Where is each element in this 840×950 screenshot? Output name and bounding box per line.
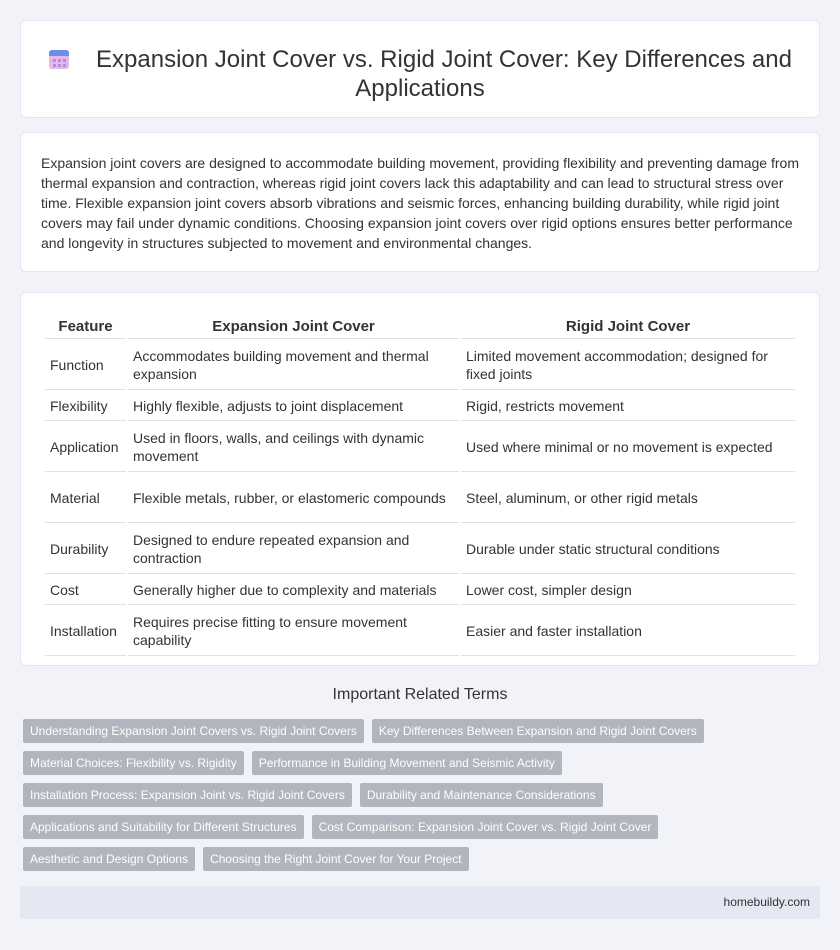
related-term-tag[interactable]: Understanding Expansion Joint Covers vs. Rigid Joint Covers xyxy=(23,719,364,743)
row-rigid-cell: Used where minimal or no movement is expected xyxy=(461,423,795,472)
row-feature-cell: Material xyxy=(45,474,126,523)
row-rigid-cell: Easier and faster installation xyxy=(461,607,795,656)
page-title: Expansion Joint Cover vs. Rigid Joint Cover: Key Differences and Applications xyxy=(96,46,792,102)
row-expansion-cell: Used in floors, walls, and ceilings with dynamic movement xyxy=(128,423,459,472)
related-term-tag[interactable]: Performance in Building Movement and Seismic Activity xyxy=(252,751,562,775)
row-expansion-cell: Designed to endure repeated expansion and contraction xyxy=(128,525,459,574)
table-row xyxy=(45,525,795,574)
row-feature-cell: Durability xyxy=(45,525,126,574)
table-header-row xyxy=(45,315,795,339)
related-terms-heading: Important Related Terms xyxy=(332,686,508,703)
related-term-tag[interactable]: Key Differences Between Expansion and Rigid Joint Covers xyxy=(372,719,704,743)
row-expansion-cell: Accommodates building movement and thermal expansion xyxy=(128,341,459,390)
row-expansion-cell: Generally higher due to complexity and materials xyxy=(128,576,459,605)
table-row xyxy=(45,576,795,605)
comparison-table xyxy=(43,313,797,658)
footer-site-link[interactable]: homebuildy.com xyxy=(723,895,810,909)
table-row xyxy=(45,392,795,421)
row-rigid-cell: Durable under static structural conditions xyxy=(461,525,795,574)
related-term-tag[interactable]: Installation Process: Expansion Joint vs. Rigid Joint Covers xyxy=(23,783,352,807)
table-row xyxy=(45,423,795,472)
calendar-icon xyxy=(48,48,70,70)
related-term-tag[interactable]: Cost Comparison: Expansion Joint Cover vs. Rigid Joint Cover xyxy=(312,815,659,839)
row-feature-cell: Application xyxy=(45,423,126,472)
header-expansion: Expansion Joint Cover xyxy=(128,315,459,339)
row-rigid-cell: Lower cost, simpler design xyxy=(461,576,795,605)
table-row xyxy=(45,607,795,656)
row-feature-cell: Installation xyxy=(45,607,126,656)
related-term-tag[interactable]: Applications and Suitability for Different Structures xyxy=(23,815,304,839)
related-terms-list xyxy=(23,719,823,871)
row-rigid-cell: Rigid, restricts movement xyxy=(461,392,795,421)
related-term-tag[interactable]: Durability and Maintenance Considerations xyxy=(360,783,603,807)
row-rigid-cell: Limited movement accommodation; designed for fixed joints xyxy=(461,341,795,390)
row-feature-cell: Function xyxy=(45,341,126,390)
row-feature-cell: Flexibility xyxy=(45,392,126,421)
table-row xyxy=(45,474,795,523)
row-rigid-cell: Steel, aluminum, or other rigid metals xyxy=(461,474,795,523)
row-expansion-cell: Flexible metals, rubber, or elastomeric compounds xyxy=(128,474,459,523)
related-term-tag[interactable]: Aesthetic and Design Options xyxy=(23,847,195,871)
related-term-tag[interactable]: Choosing the Right Joint Cover for Your Project xyxy=(203,847,468,871)
title-card xyxy=(20,20,820,118)
intro-card xyxy=(20,132,820,272)
comparison-table-card xyxy=(20,292,820,666)
header-feature: Feature xyxy=(45,315,126,339)
intro-paragraph: Expansion joint covers are designed to accommodate building movement, providing flexibility and preventing damage from thermal expansion and contraction, whereas rigid joint covers lack this adaptability and can lead to structural stress over time. Flexible expansion joint covers absorb vibrations and seismic forces, enhancing building durability, while rigid joint covers may fail under dynamic conditions. Choosing expansion joint covers over rigid options ensures better performance and longevity in structures subjected to movement and environmental changes. xyxy=(41,155,799,251)
footer xyxy=(20,886,820,919)
row-feature-cell: Cost xyxy=(45,576,126,605)
page-title-wrap xyxy=(21,45,819,103)
table-row xyxy=(45,341,795,390)
header-rigid: Rigid Joint Cover xyxy=(461,315,795,339)
row-expansion-cell: Requires precise fitting to ensure movement capability xyxy=(128,607,459,656)
related-term-tag[interactable]: Material Choices: Flexibility vs. Rigidity xyxy=(23,751,244,775)
row-expansion-cell: Highly flexible, adjusts to joint displacement xyxy=(128,392,459,421)
